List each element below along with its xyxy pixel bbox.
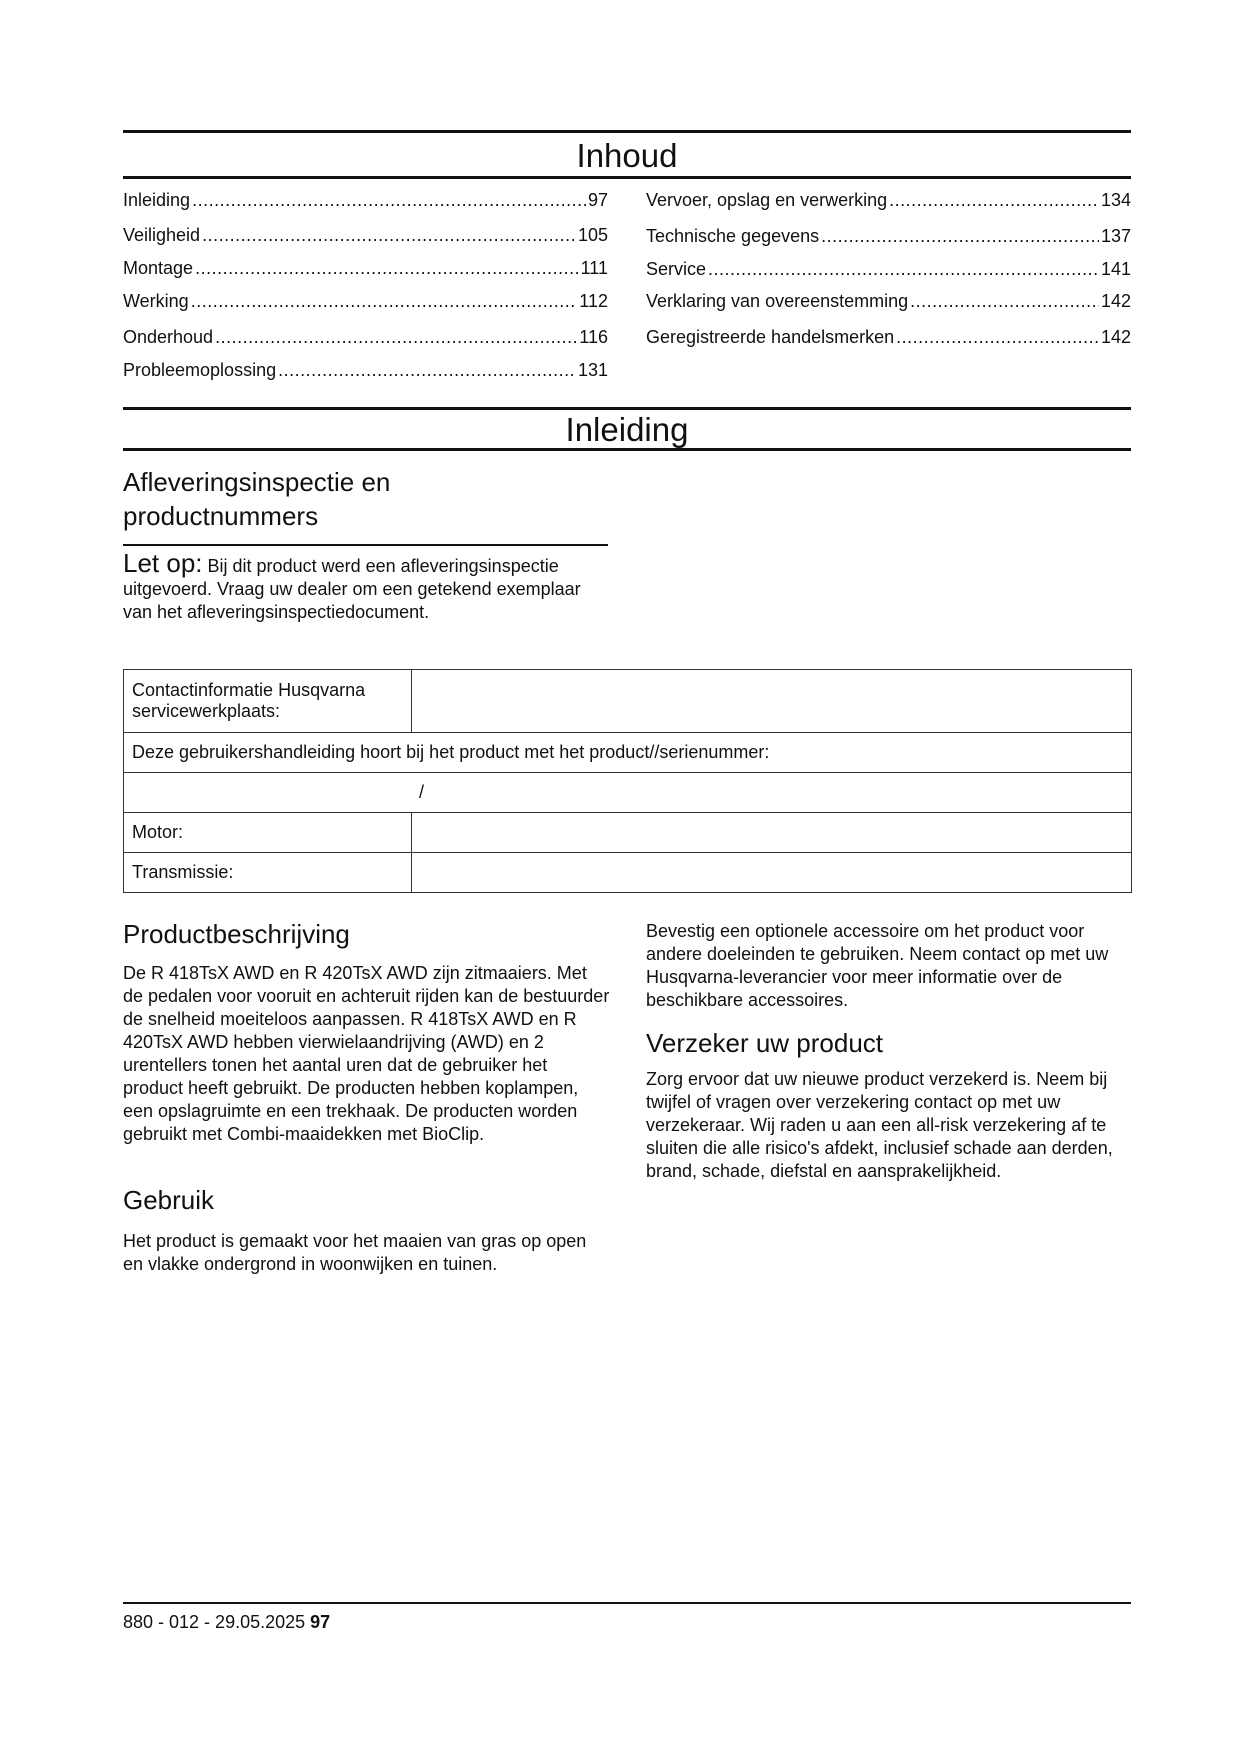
product-description-heading: Productbeschrijving bbox=[123, 919, 350, 949]
toc-top-rule bbox=[123, 130, 1131, 133]
toc-entry-handelsmerken[interactable]: Geregistreerde handelsmerken ..... 142 bbox=[646, 324, 1131, 350]
toc-entry-veiligheid[interactable]: Veiligheid ..... 105 bbox=[123, 222, 608, 248]
toc-entry-probleemoplossing[interactable]: Probleemoplossing ..... 131 bbox=[123, 357, 608, 383]
page-footer bbox=[123, 1610, 330, 1634]
intro-title: Inleiding bbox=[565, 411, 689, 448]
toc-entry-verklaring[interactable]: Verklaring van overeenstemming ..... 142 bbox=[646, 288, 1131, 314]
toc-entry-technische-gegevens[interactable]: Technische gegevens ..... 137 bbox=[646, 223, 1131, 249]
serial-separator: / bbox=[419, 782, 425, 802]
product-description-text: De R 418TsX AWD en R 420TsX AWD zijn zitmaaiers. Met de pedalen voor vooruit en achteruit rijden kan de bestuurder de snelheid moeiteloos aanpassen. R 418TsX AWD en R 420TsX AWD hebben vierwielaandrijving (AWD) en 2 urentellers tonen het aantal uren dat de gebruiker het product heeft gebruikt. De producten hebben koplampen, een opslagruimte en een trekhaak. De producten worden gebruikt met Combi-maaidekken met BioClip. bbox=[123, 963, 610, 1144]
footer-rule bbox=[123, 1602, 1131, 1604]
contact-label: Contactinformatie Husqvarna servicewerkplaats: bbox=[124, 670, 412, 733]
note-lead: Let op: bbox=[123, 548, 203, 578]
note-rule bbox=[123, 544, 608, 546]
toc-entry-onderhoud[interactable]: Onderhoud ..... 116 bbox=[123, 324, 608, 350]
delivery-note bbox=[123, 548, 608, 624]
delivery-heading: Afleveringsinspectie en productnummers bbox=[123, 467, 391, 531]
intro-bottom-rule bbox=[123, 448, 1131, 451]
product-info-table bbox=[123, 669, 1132, 893]
motor-value-field[interactable] bbox=[412, 813, 1132, 853]
toc-entry-inleiding[interactable]: Inleiding ..... 97 bbox=[123, 187, 608, 213]
accessories-text: Bevestig een optionele accessoire om het product voor andere doeleinden te gebruiken. Neem contact op met uw Husqvarna-leverancier voor meer informatie over de beschikbare accessoires. bbox=[646, 921, 1109, 1010]
use-heading: Gebruik bbox=[123, 1185, 215, 1215]
toc-bottom-rule bbox=[123, 176, 1131, 179]
insurance-text: Zorg ervoor dat uw nieuwe product verzekerd is. Neem bij twijfel of vragen over verzekering contact op met uw verzekeraar. Wij raden u aan een all-risk verzekering af te sluiten die alle risico's afdekt, inclusief schade aan derden, brand, schade, diefstal en aansprakelijkheid. bbox=[646, 1069, 1113, 1181]
footer-doc-code: 880 - 012 - 29.05.2025 bbox=[123, 1612, 306, 1632]
use-text: Het product is gemaakt voor het maaien van gras op open en vlakke ondergrond in woonwijken en tuinen. bbox=[123, 1231, 587, 1274]
insurance-heading: Verzeker uw product bbox=[646, 1028, 884, 1058]
footer-page-number: 97 bbox=[310, 1612, 331, 1632]
motor-label: Motor: bbox=[124, 813, 412, 853]
toc-title: Inhoud bbox=[576, 137, 678, 174]
toc-entry-service[interactable]: Service ..... 141 bbox=[646, 256, 1131, 282]
serial-number-field[interactable] bbox=[124, 773, 1132, 813]
toc-entry-werking[interactable]: Werking ..... 112 bbox=[123, 288, 608, 314]
toc-entry-vervoer[interactable]: Vervoer, opslag en verwerking ..... 134 bbox=[646, 187, 1131, 213]
note-text: Bij dit product werd een afleveringsinspectie uitgevoerd. Vraag uw dealer om een getekend exemplaar van het afleveringsinspectiedocument. bbox=[123, 556, 581, 622]
manual-row-text: Deze gebruikershandleiding hoort bij het product met het product//serienummer: bbox=[124, 733, 1132, 773]
transmission-value-field[interactable] bbox=[412, 853, 1132, 893]
contact-value-field[interactable] bbox=[412, 670, 1132, 733]
toc-entry-montage[interactable]: Montage ..... 111 bbox=[123, 255, 608, 281]
transmission-label: Transmissie: bbox=[124, 853, 412, 893]
